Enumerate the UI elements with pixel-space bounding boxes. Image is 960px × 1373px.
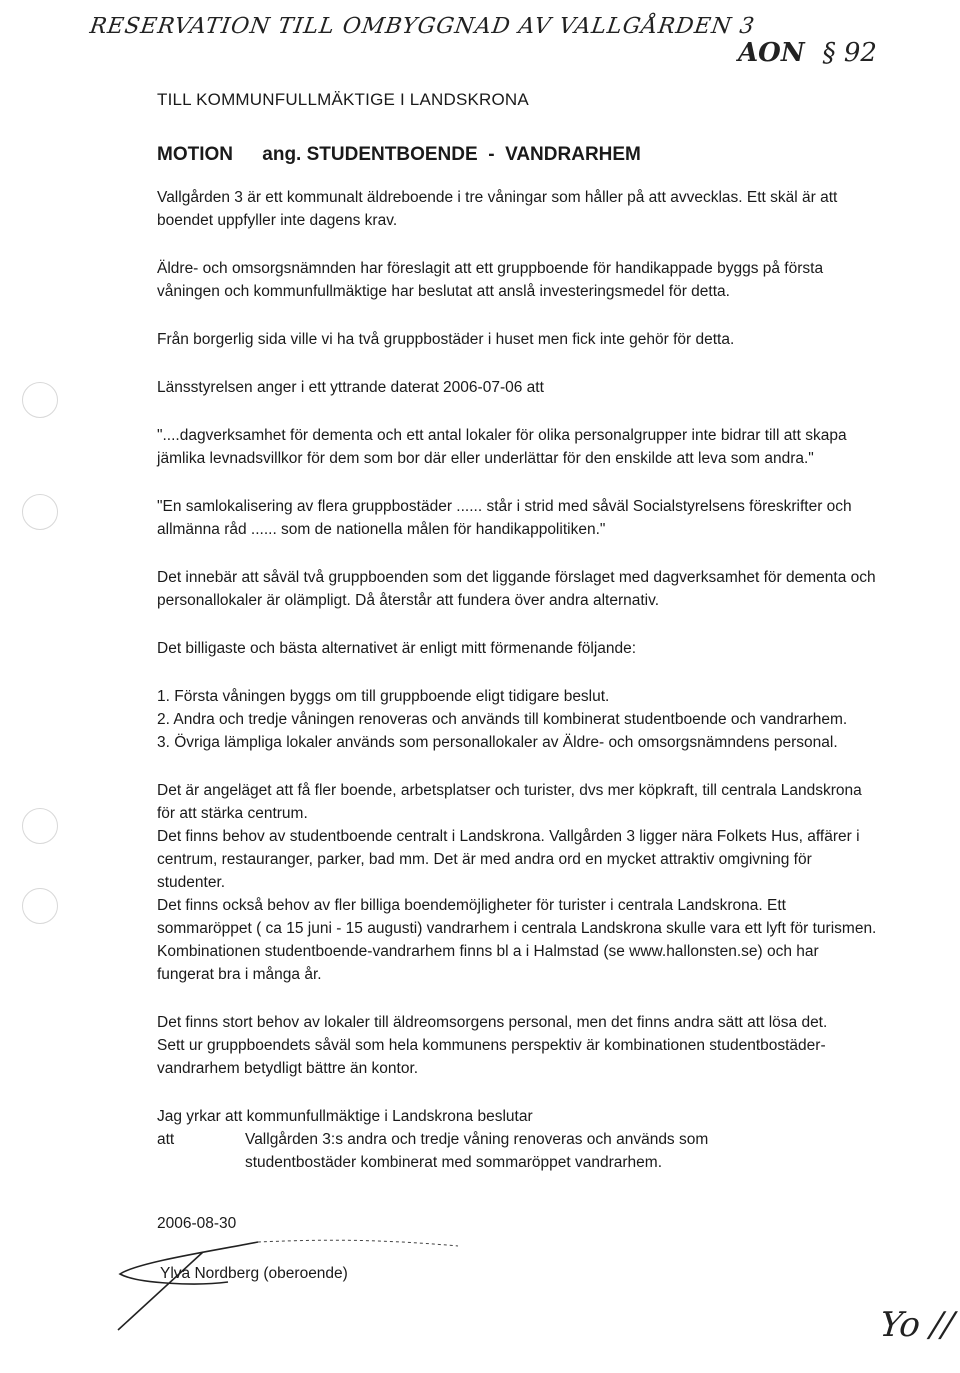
request-key: att	[157, 1131, 175, 1148]
signer-name: Ylva Nordberg (oberoende)	[160, 1265, 348, 1282]
paragraph: Det är angeläget att få fler boende, arbetsplatser och turister, dvs mer köpkraft, till centrala Landskrona för att stärka centrum.	[157, 782, 862, 822]
punch-hole	[22, 808, 58, 844]
staff-block	[157, 1011, 877, 1080]
paragraph: Det finns behov av studentboende centralt i Landskrona. Vallgården 3 ligger nära Folkets Hus, affärer i centrum, restauranger, parker, bad mm. Det är med andra ord en mycket attraktiv omgivning för studenter.	[157, 828, 860, 891]
quote-text: "En samlokalisering av flera gruppbostäder ...... står i strid med såväl Socialstyrelsens föreskrifter och allmänna råd ...... som de nationella målen för handikappolitiken."	[157, 498, 852, 538]
heading-subject: STUDENTBOENDE - VANDRARHEM	[306, 144, 641, 165]
paragraph: Det finns också behov av fler billiga boendemöjligheter för turister i centrala Landskrona. Ett sommaröppet ( ca 15 juni - 15 augusti) vandrarhem i centrala Landskrona skulle vara ett lyft för turismen.	[157, 897, 877, 937]
motion-heading	[157, 144, 641, 166]
list-item: 3. Övriga lämpliga lokaler används som personallokaler av Äldre- och omsorgsnämndens personal.	[157, 734, 838, 751]
reference-paragraph: § 92	[822, 38, 877, 68]
request-text: Vallgården 3:s andra och tredje våning renoveras och används som studentbostäder kombinerat med sommaröppet vandrarhem.	[245, 1131, 709, 1171]
paragraph: Sett ur gruppboendets såväl som hela kommunens perspektiv är kombinationen studentbostäder-vandrarhem betydligt bättre än kontor.	[157, 1037, 826, 1077]
quote-intro: Länsstyrelsen anger i ett yttrande daterat 2006-07-06 att	[157, 379, 544, 396]
quote-block	[157, 376, 877, 541]
paragraph: Kombinationen studentboende-vandrarhem finns bl a i Halmstad (se www.hallonsten.se) och har fungerat bra i många år.	[157, 943, 819, 983]
punch-hole	[22, 494, 58, 530]
arguments-block	[157, 779, 877, 986]
handwritten-initials: Yo //	[877, 1305, 956, 1345]
motion-body	[157, 186, 877, 1174]
list-item: 1. Första våningen byggs om till gruppboende eligt tidigare beslut.	[157, 688, 610, 705]
conclusion-paragraph: Det innebär att såväl två gruppboenden som det liggande förslaget med dagverksamhet för dementa och personallokaler är olämpligt. Då återstår att fundera över andra alternativ.	[157, 569, 876, 609]
heading-type: MOTION	[157, 144, 233, 165]
handwritten-note: RESERVATION TILL OMBYGGNAD AV VALLGÅRDEN 3	[88, 14, 757, 39]
request-row	[157, 1128, 877, 1174]
signature-date: 2006-08-30	[157, 1215, 237, 1232]
recipient-line: TILL KOMMUNFULLMÄKTIGE I LANDSKRONA	[157, 90, 529, 109]
quote-text: "....dagverksamhet för dementa och ett antal lokaler för olika personalgrupper inte bidrar till att skapa jämlika levnadsvillkor för dem som bor där eller underlättar för den enskilde att leva som andra."	[157, 427, 847, 467]
punch-hole	[22, 888, 58, 924]
alternatives-intro: Det billigaste och bästa alternativet är enligt mitt förmenande följande:	[157, 640, 637, 657]
list-item: 2. Andra och tredje våningen renoveras och används till kombinerat studentboende och vandrarhem.	[157, 711, 848, 728]
punch-hole	[22, 382, 58, 418]
reference-code: AON	[738, 38, 805, 68]
paragraph: Vallgården 3 är ett kommunalt äldreboende i tre våningar som håller på att avvecklas. Ett skäl är att boendet uppfyller inte dagens krav.	[157, 189, 838, 229]
request-intro: Jag yrkar att kommunfullmäktige i Landskrona beslutar	[157, 1108, 533, 1125]
handwritten-reference	[738, 38, 877, 68]
alternatives-list	[157, 685, 877, 754]
paragraph: Äldre- och omsorgsnämnden har föreslagit att ett gruppboende för handikappade byggs på första våningen och kommunfullmäktige har beslutat att anslå investeringsmedel för detta.	[157, 260, 824, 300]
paragraph: Det finns stort behov av lokaler till äldreomsorgens personal, men det finns andra sätt att lösa det.	[157, 1014, 828, 1031]
paragraph: Från borgerlig sida ville vi ha två gruppbostäder i huset men fick inte gehör för detta.	[157, 331, 735, 348]
heading-prefix: ang.	[262, 144, 302, 165]
